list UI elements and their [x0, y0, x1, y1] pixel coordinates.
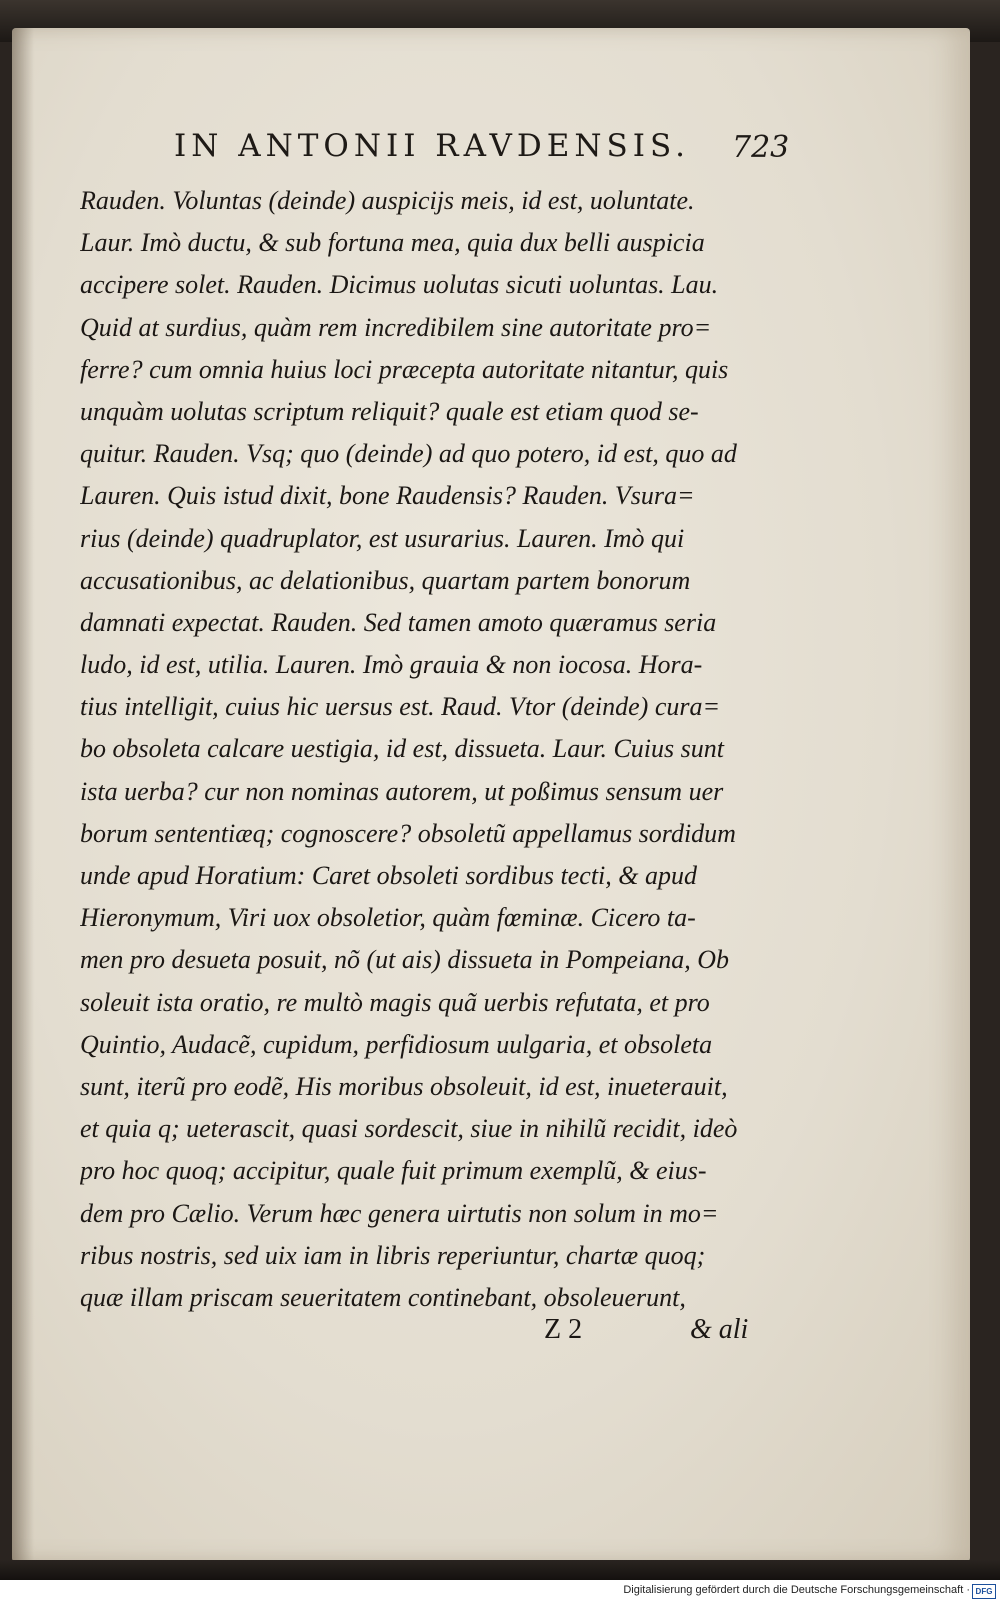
- spine-shadow: [12, 28, 34, 1562]
- text-line: damnati expectat. Rauden. Sed tamen amoto quæramus seria: [80, 607, 717, 637]
- binding-edge-bottom: [0, 1560, 1000, 1580]
- catchword: & ali: [690, 1314, 749, 1345]
- text-line: pro hoc quoq; accipitur, quale fuit primum exemplũ, & eius-: [80, 1156, 707, 1186]
- text-line: Laur. Imò ductu, & sub fortuna mea, quia dux belli auspicia: [80, 228, 705, 258]
- text-line: bo obsoleta calcare uestigia, id est, dissueta. Laur. Cuius sunt: [80, 734, 724, 764]
- signature-mark: Z 2: [544, 1314, 583, 1345]
- text-line: quitur. Rauden. Vsq; quo (deinde) ad quo potero, id est, quo ad: [80, 439, 737, 469]
- signature-line: [532, 1314, 782, 1354]
- text-line: Rauden. Voluntas (deinde) auspicijs meis, id est, uoluntate.: [80, 186, 695, 215]
- text-line: sunt, iterũ pro eodẽ, His moribus obsoleuit, id est, inueterauit,: [80, 1071, 728, 1101]
- text-line: ribus nostris, sed uix iam in libris reperiuntur, chartæ quoq;: [80, 1240, 706, 1270]
- text-line: quæ illam priscam seueritatem continebant, obsoleuerunt,: [80, 1282, 686, 1312]
- text-line: accipere solet. Rauden. Dicimus uolutas sicuti uoluntas. Lau.: [80, 270, 719, 300]
- dfg-logo-icon: DFG: [972, 1584, 996, 1599]
- funding-credit: Digitalisierung gefördert durch die Deutsche Forschungsgemeinschaft ·: [623, 1584, 970, 1596]
- text-line: Quid at surdius, quàm rem incredibilem sine autoritate pro=: [80, 312, 712, 342]
- text-line: borum sententiæq; cognoscere? obsoletũ appellamus sordidum: [80, 818, 736, 848]
- body-text: [80, 180, 800, 1319]
- text-line: unquàm uolutas scriptum reliquit? quale est etiam quod se-: [80, 396, 699, 426]
- text-line: rius (deinde) quadruplator, est usurarius. Lauren. Imò qui: [80, 523, 685, 553]
- text-line: unde apud Horatium: Caret obsoleti sordibus tecti, & apud: [80, 861, 697, 890]
- text-line: Lauren. Quis istud dixit, bone Raudensis? Rauden. Vsura=: [80, 481, 695, 511]
- text-line: tius intelligit, cuius hic uersus est. Raud. Vtor (deinde) cura=: [80, 692, 721, 722]
- footer-bar: [0, 1580, 1000, 1602]
- text-line: soleuit ista oratio, re multò magis quã uerbis refutata, et pro: [80, 987, 710, 1017]
- text-line: men pro desueta posuit, nõ (ut ais) dissueta in Pompeiana, Ob: [80, 945, 729, 975]
- text-line: dem pro Cælio. Verum hæc genera uirtutis non solum in mo=: [80, 1198, 719, 1228]
- text-line: ludo, id est, utilia. Lauren. Imò grauia & non iocosa. Hora-: [80, 650, 703, 680]
- book-page: [12, 28, 970, 1562]
- text-line: accusationibus, ac delationibus, quartam partem bonorum: [80, 565, 691, 595]
- text-line: ferre? cum omnia huius loci præcepta autoritate nitantur, quis: [80, 354, 729, 384]
- text-line: et quia q; ueterascit, quasi sordescit, siue in nihilũ recidit, ideò: [80, 1114, 738, 1144]
- page-number: 723: [732, 130, 790, 165]
- text-line: ista uerba? cur non nominas autorem, ut poßimus sensum uer: [80, 776, 724, 806]
- text-line: Quintio, Audacẽ, cupidum, perfidiosum uulgaria, et obsoleta: [80, 1029, 713, 1059]
- text-line: Hieronymum, Viri uox obsoletior, quàm fœminæ. Cicero ta-: [80, 903, 696, 933]
- running-head: IN ANTONII RAVDENSIS.: [174, 128, 690, 164]
